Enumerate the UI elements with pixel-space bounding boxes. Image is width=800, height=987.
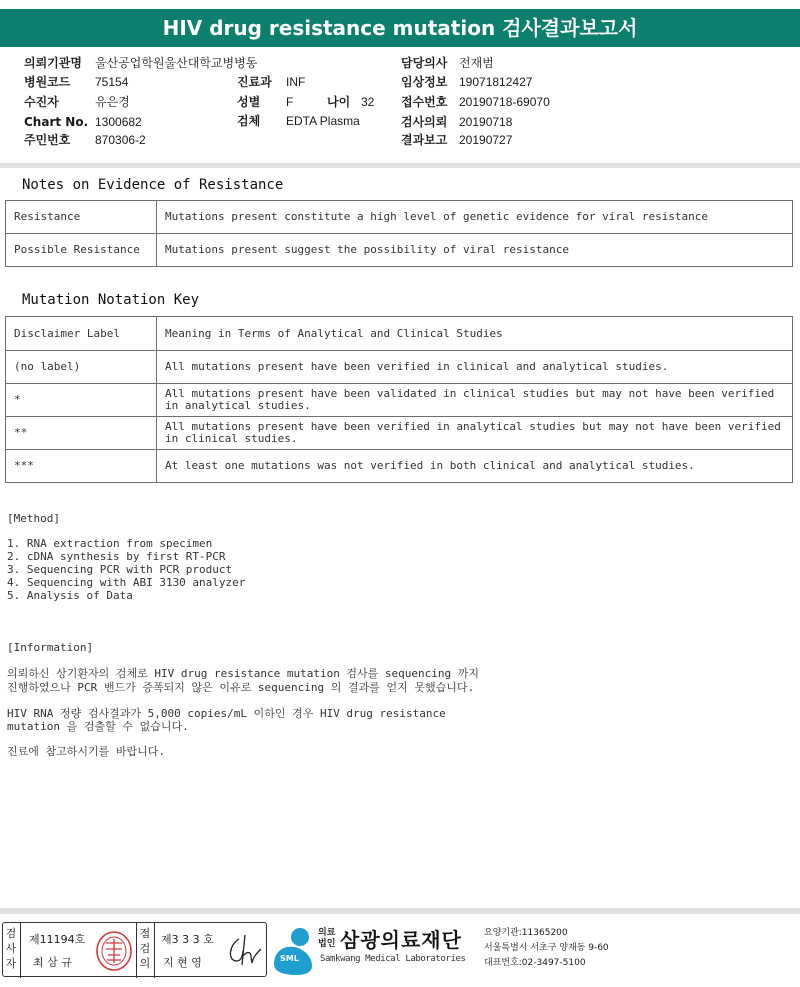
information-text: HIV RNA 정량 검사결과가 5,000 copies/mL 이하인 경우 HIV drug resistance [7,707,446,720]
chart-value: 1300682 [95,115,142,129]
information-text: 진료에 참고하시기를 바랍니다. [7,745,166,758]
resident-value: 870306-2 [95,133,146,147]
org-name-korean: 삼광의료재단 [340,928,462,952]
doctor-value: 전재범 [459,56,494,70]
separator [0,163,800,168]
age-label: 나이 [327,95,351,109]
doctor-label: 담당의사 [401,56,448,70]
clinical-label: 임상정보 [401,75,448,89]
dept-value: INF [286,75,306,89]
key-row-label: ** [6,417,157,450]
key-table [5,316,793,483]
request-label: 검사의뢰 [401,115,448,129]
information-heading: [Information] [7,641,94,654]
method-step: 4. Sequencing with ABI 3130 analyzer [7,576,246,589]
request-value: 20190718 [459,115,513,129]
specimen-value: EDTA Plasma [286,114,360,128]
clinical-value: 19071812427 [459,75,533,89]
notes-row [6,234,793,267]
key-header-row [6,317,793,351]
dept-label: 진료과 [237,75,272,89]
reviewer-signature [223,931,263,971]
key-row-label: (no label) [6,351,157,384]
notes-section-title: Notes on Evidence of Resistance [22,177,284,193]
key-row [6,384,793,417]
age-value: 32 [361,95,375,109]
examiner-seal [94,929,134,973]
key-row-text: All mutations present have been verified in clinical and analytical studies. [157,351,793,384]
key-row [6,351,793,384]
institution-value: 울산공업학원울산대학교병병동 [95,56,258,70]
specimen-label: 검체 [237,114,261,128]
sex-value: F [286,95,294,109]
chart-label: Chart No. [24,115,89,129]
receipt-label: 접수번호 [401,95,448,109]
reviewer-license: 제3 3 3 호 [161,933,214,946]
footer: 검 사 자 제11194호 최 삼 규 점 검 의 제3 3 3 호 지 현 영 SML 의료 법인 삼광의료재단 Samkwang Medical Laboratories 요양기관:11365200 서울특별시 서초구 양재동 9-60 대표번호:02-3497-5100 [0,920,800,987]
resident-label: 주민번호 [24,133,71,147]
key-row-label: * [6,384,157,417]
sml-logo [270,922,320,977]
examiner-name: 최 삼 규 [33,956,72,969]
key-header-text: Meaning in Terms of Analytical and Clinical Studies [157,317,793,351]
sex-label: 성별 [237,95,261,109]
information-text: 진행하였으나 PCR 밴드가 증폭되지 않은 이유로 sequencing 의 결과를 얻지 못했습니다. [7,681,475,694]
reviewer-label: 점 검 의 [139,927,151,970]
report-title: HIV drug resistance mutation 검사결과보고서 [0,9,800,47]
notes-row-text: Mutations present suggest the possibility of viral resistance [157,234,793,267]
institution-label: 의뢰기관명 [24,56,82,70]
key-row-text: At least one mutations was not verified in both clinical and analytical studies. [157,450,793,483]
hospital-code-value: 75154 [95,75,129,89]
notes-row-text: Mutations present constitute a high level of genetic evidence for viral resistance [157,201,793,234]
examiner-label: 검 사 자 [5,927,17,970]
notes-row-label: Resistance [6,201,157,234]
org-name-english: Samkwang Medical Laboratories [320,954,466,964]
notes-row-label: Possible Resistance [6,234,157,267]
patient-value: 유은경 [95,95,130,109]
method-step: 2. cDNA synthesis by first RT-PCR [7,550,226,563]
method-step: 5. Analysis of Data [7,589,133,602]
report-value: 20190727 [459,133,513,147]
notes-table [5,200,793,267]
footer-separator [0,908,800,914]
patient-label: 수진자 [24,95,59,109]
organization-contact [484,926,609,971]
method-step: 1. RNA extraction from specimen [7,537,213,550]
key-row [6,417,793,450]
phone: 대표번호:02-3497-5100 [484,958,586,968]
method-heading: [Method] [7,512,60,525]
key-section-title: Mutation Notation Key [22,292,200,308]
information-text: mutation 을 검출할 수 없습니다. [7,720,189,733]
care-code: 요양기관:11365200 [484,928,568,938]
key-row-label: *** [6,450,157,483]
key-row-text: All mutations present have been verified in analytical studies but may not have been verified in clinical studies. [157,417,793,450]
key-header-label: Disclaimer Label [6,317,157,351]
notes-row [6,201,793,234]
logo-text: SML [280,954,299,963]
examiner-license: 제11194호 [29,933,86,946]
information-text: 의뢰하신 상기환자의 검체로 HIV drug resistance mutation 검사를 sequencing 까지 [7,667,480,680]
reviewer-name: 지 현 영 [163,956,202,969]
key-row-text: All mutations present have been validated in clinical studies but may not have been verified in analytical studies. [157,384,793,417]
report-label: 결과보고 [401,133,448,147]
hospital-code-label: 병원코드 [24,75,71,89]
address: 서울특별시 서초구 양재동 9-60 [484,943,609,953]
method-step: 3. Sequencing PCR with PCR product [7,563,233,576]
receipt-value: 20190718-69070 [459,95,550,109]
signature-box [2,922,267,977]
key-row [6,450,793,483]
